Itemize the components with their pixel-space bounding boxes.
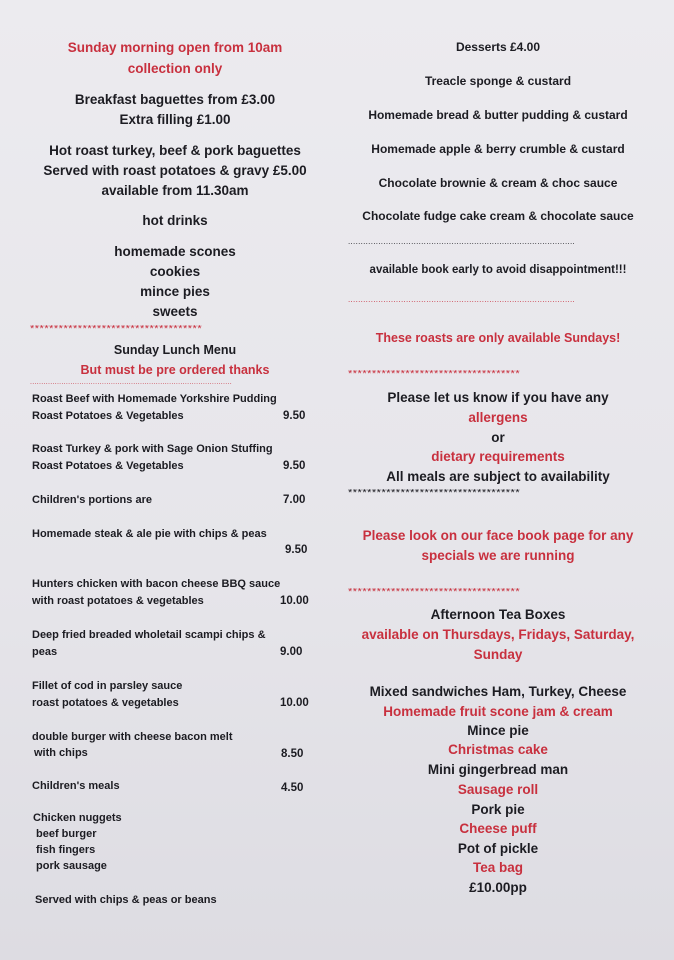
- hot-roast-line-2: Served with roast potatoes & gravy £5.00: [43, 163, 307, 178]
- mince-pies: mince pies: [140, 284, 210, 299]
- menu-item-9-name: Children's meals: [32, 780, 120, 792]
- sweets: sweets: [152, 304, 198, 319]
- allergen-line-3: or: [491, 430, 505, 445]
- opening-hours: Sunday morning open from 10am: [67, 40, 283, 55]
- facebook-line-1: Please look on our face book page for any: [362, 528, 634, 543]
- menu-item-5-sides: with roast potatoes & vegetables: [32, 595, 204, 607]
- kids-item-3: fish fingers: [36, 844, 96, 856]
- allergen-line-1: Please let us know if you have any: [387, 390, 609, 405]
- divider-stars: ************************************: [30, 325, 203, 335]
- extra-filling: Extra filling £1.00: [119, 112, 231, 127]
- scones: homemade scones: [114, 244, 236, 259]
- hot-roast-line-1: Hot roast turkey, beef & pork baguettes: [49, 143, 301, 158]
- book-early-note: available book early to avoid disappointment!!!: [369, 264, 627, 276]
- menu-item-7-sides: roast potatoes & vegetables: [32, 697, 179, 709]
- menu-item-9-price: 4.50: [281, 782, 304, 794]
- lunch-menu-title: Sunday Lunch Menu: [113, 343, 237, 357]
- collection-note: collection only: [127, 61, 223, 76]
- dessert-4: Chocolate brownie & cream & choc sauce: [378, 176, 618, 190]
- dessert-3: Homemade apple & berry crumble & custard: [371, 142, 625, 156]
- menu-item-2-price: 9.50: [283, 460, 306, 472]
- menu-item-8-name: double burger with cheese bacon melt: [32, 731, 233, 743]
- tea-price: £10.00pp: [469, 880, 527, 895]
- tea-item-9: Pot of pickle: [457, 841, 539, 856]
- menu-item-7-price: 10.00: [280, 697, 309, 709]
- divider-stars-1: ************************************: [348, 370, 521, 380]
- dessert-5: Chocolate fudge cake cream & chocolate sauce: [362, 209, 634, 223]
- tea-item-10: Tea bag: [472, 860, 523, 875]
- menu-item-6-price: 9.00: [280, 646, 303, 658]
- afternoon-tea-title: Afternoon Tea Boxes: [430, 607, 566, 622]
- divider-dots-1: ..........................................................................................: [348, 238, 576, 246]
- menu-item-5-name: Hunters chicken with bacon cheese BBQ sauce: [32, 578, 281, 590]
- tea-item-7: Pork pie: [471, 802, 525, 817]
- menu-item-4-name: Homemade steak & ale pie with chips & peas: [32, 528, 267, 540]
- afternoon-tea-days-1: available on Thursdays, Fridays, Saturday,: [361, 627, 635, 642]
- menu-item-1-sides: Roast Potatoes & Vegetables: [32, 410, 184, 422]
- menu-item-8-price: 8.50: [281, 748, 304, 760]
- baguettes-price: Breakfast baguettes from £3.00: [74, 92, 276, 107]
- tea-item-6: Sausage roll: [457, 782, 539, 797]
- menu-item-5-price: 10.00: [280, 595, 309, 607]
- dessert-1: Treacle sponge & custard: [424, 74, 572, 88]
- menu-item-3-price: 7.00: [283, 494, 306, 506]
- tea-item-1: Mixed sandwiches Ham, Turkey, Cheese: [369, 684, 627, 699]
- hot-roast-line-3: available from 11.30am: [101, 183, 249, 198]
- tea-item-4: Christmas cake: [448, 742, 548, 757]
- desserts-title: Desserts £4.00: [455, 40, 541, 54]
- menu-item-2-name: Roast Turkey & pork with Sage Onion Stuffing: [32, 443, 273, 455]
- tea-item-3: Mince pie: [467, 723, 529, 738]
- allergen-line-4: dietary requirements: [431, 449, 565, 464]
- divider-dots-2: ..........................................................................................: [348, 296, 576, 304]
- kids-item-2: beef burger: [36, 828, 97, 840]
- menu-item-1-price: 9.50: [283, 410, 306, 422]
- served-with-note: Served with chips & peas or beans: [35, 894, 217, 906]
- cookies: cookies: [149, 264, 201, 279]
- tea-item-8: Cheese puff: [459, 821, 537, 836]
- kids-item-4: pork sausage: [36, 860, 107, 872]
- divider-stars-2: ************************************: [348, 489, 521, 499]
- menu-item-2-sides: Roast Potatoes & Vegetables: [32, 460, 184, 472]
- menu-item-6-sides: peas: [32, 646, 58, 658]
- preorder-note: But must be pre ordered thanks: [80, 363, 270, 377]
- divider-dots: ..........................................................................................: [30, 379, 233, 386]
- tea-item-5: Mini gingerbread man: [427, 762, 569, 777]
- hot-drinks: hot drinks: [142, 213, 208, 228]
- availability-note: All meals are subject to availability: [386, 469, 610, 484]
- allergen-line-2: allergens: [468, 410, 528, 425]
- divider-stars-3: ************************************: [348, 588, 521, 598]
- menu-item-4-price: 9.50: [285, 544, 308, 556]
- kids-item-1: Chicken nuggets: [33, 812, 122, 824]
- tea-item-2: Homemade fruit scone jam & cream: [383, 704, 613, 719]
- menu-item-8-sides: with chips: [34, 747, 88, 759]
- menu-item-6-name: Deep fried breaded wholetail scampi chips &: [32, 629, 266, 641]
- roasts-sundays-note: These roasts are only available Sundays!: [375, 331, 621, 345]
- menu-item-3-name: Children's portions are: [32, 494, 152, 506]
- menu-item-1-name: Roast Beef with Homemade Yorkshire Pudding: [32, 393, 277, 405]
- dessert-2: Homemade bread & butter pudding & custard: [368, 108, 628, 122]
- facebook-line-2: specials we are running: [421, 548, 575, 563]
- menu-item-7-name: Fillet of cod in parsley sauce: [32, 680, 183, 692]
- afternoon-tea-days-2: Sunday: [473, 647, 523, 662]
